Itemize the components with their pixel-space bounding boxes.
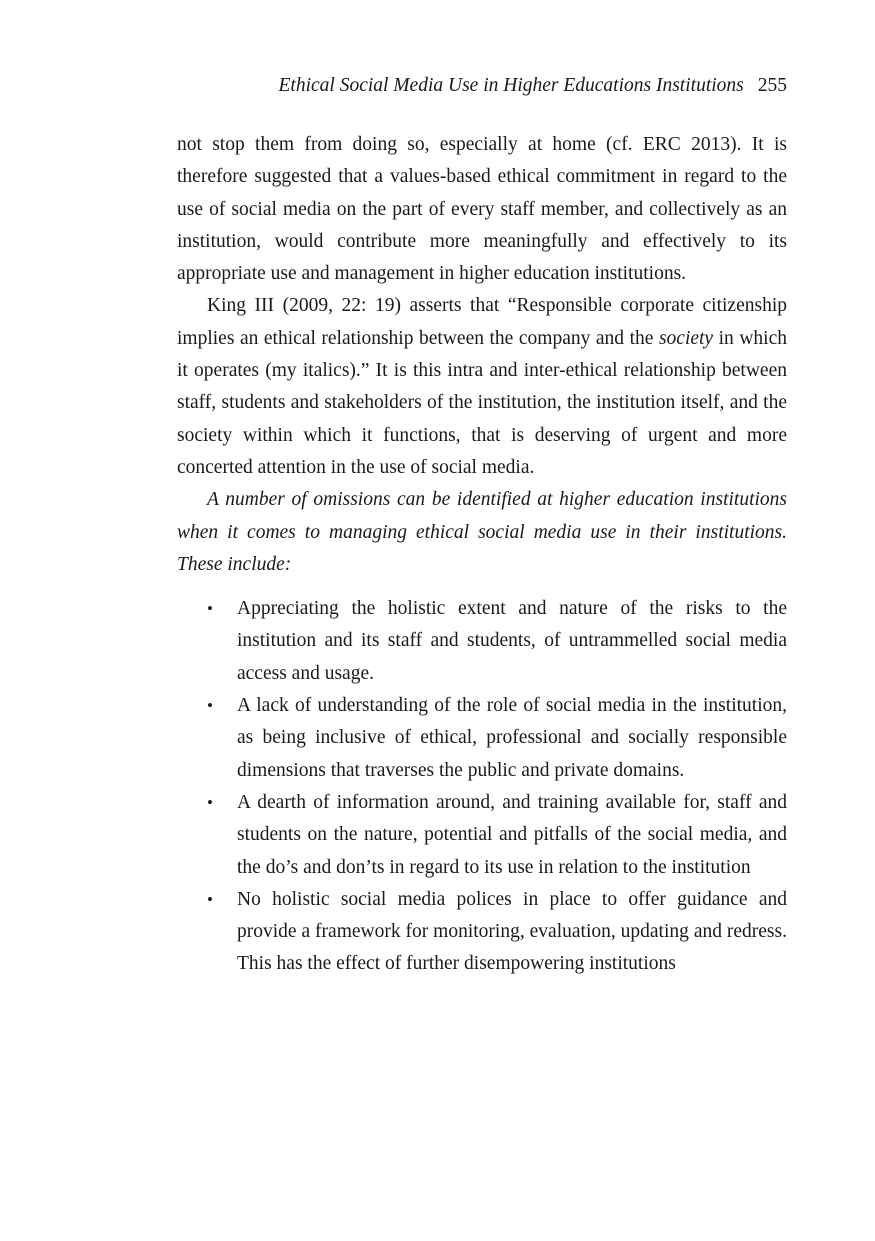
list-item (177, 593, 787, 690)
page-number: 255 (757, 75, 787, 96)
paragraph-omissions-intro: A number of omissions can be identified at higher education institutions when it comes to managing ethical social media use in their institutions. These include: (177, 489, 787, 575)
list-item-text: A lack of understanding of the role of social media in the institution, as being inclusive of ethical, professional and socially responsible dimensions that traverses the public and private domains. (237, 695, 787, 781)
running-header (177, 70, 787, 102)
list-item (177, 787, 787, 884)
bullet-icon: • (207, 889, 213, 909)
running-title: Ethical Social Media Use in Higher Educations Institutions (278, 75, 744, 96)
list-item-text: No holistic social media polices in place to offer guidance and provide a framework for monitoring, evaluation, updating and redress. This has the effect of further disempowering institutions (237, 888, 787, 975)
paragraph-continuation: not stop them from doing so, especially at home (cf. ERC 2013). It is therefore suggested that a values-based ethical commitment in regard to the use of social media on the part of every staff member, and collectively as an institution, would contribute more meaningfully and effectively to its appropriate use and management in higher education institutions. (177, 134, 787, 285)
paragraph-king-iii (177, 290, 787, 484)
italic-word-society: society (658, 327, 714, 349)
book-page (177, 70, 787, 981)
omissions-list (177, 593, 787, 981)
list-item (177, 690, 787, 787)
bullet-icon: • (207, 792, 213, 812)
paragraph-king-iii-part-2: in which it operates (my italics).” It is this intra and inter-ethical relationship between staff, students and stakeholders of the institution, the institution itself, and the society within which it functions, that is deserving of urgent and more concerted attention in the use of social media. (177, 327, 787, 478)
list-item-text: Appreciating the holistic extent and nature of the risks to the institution and its staff and students, of untrammelled social media access and usage. (237, 598, 787, 684)
paragraph-king-iii-part-1: King III (2009, 22: 19) asserts that “Responsible corporate citizenship implies an ethical relationship between the company and the (177, 295, 787, 349)
body-text (177, 129, 787, 981)
list-item-text: A dearth of information around, and training available for, staff and students on the nature, potential and pitfalls of the social media, and the do’s and don’ts in regard to its use in relation to the institution (237, 791, 787, 878)
list-item (177, 884, 787, 981)
bullet-icon: • (207, 599, 213, 619)
bullet-icon: • (207, 696, 213, 716)
